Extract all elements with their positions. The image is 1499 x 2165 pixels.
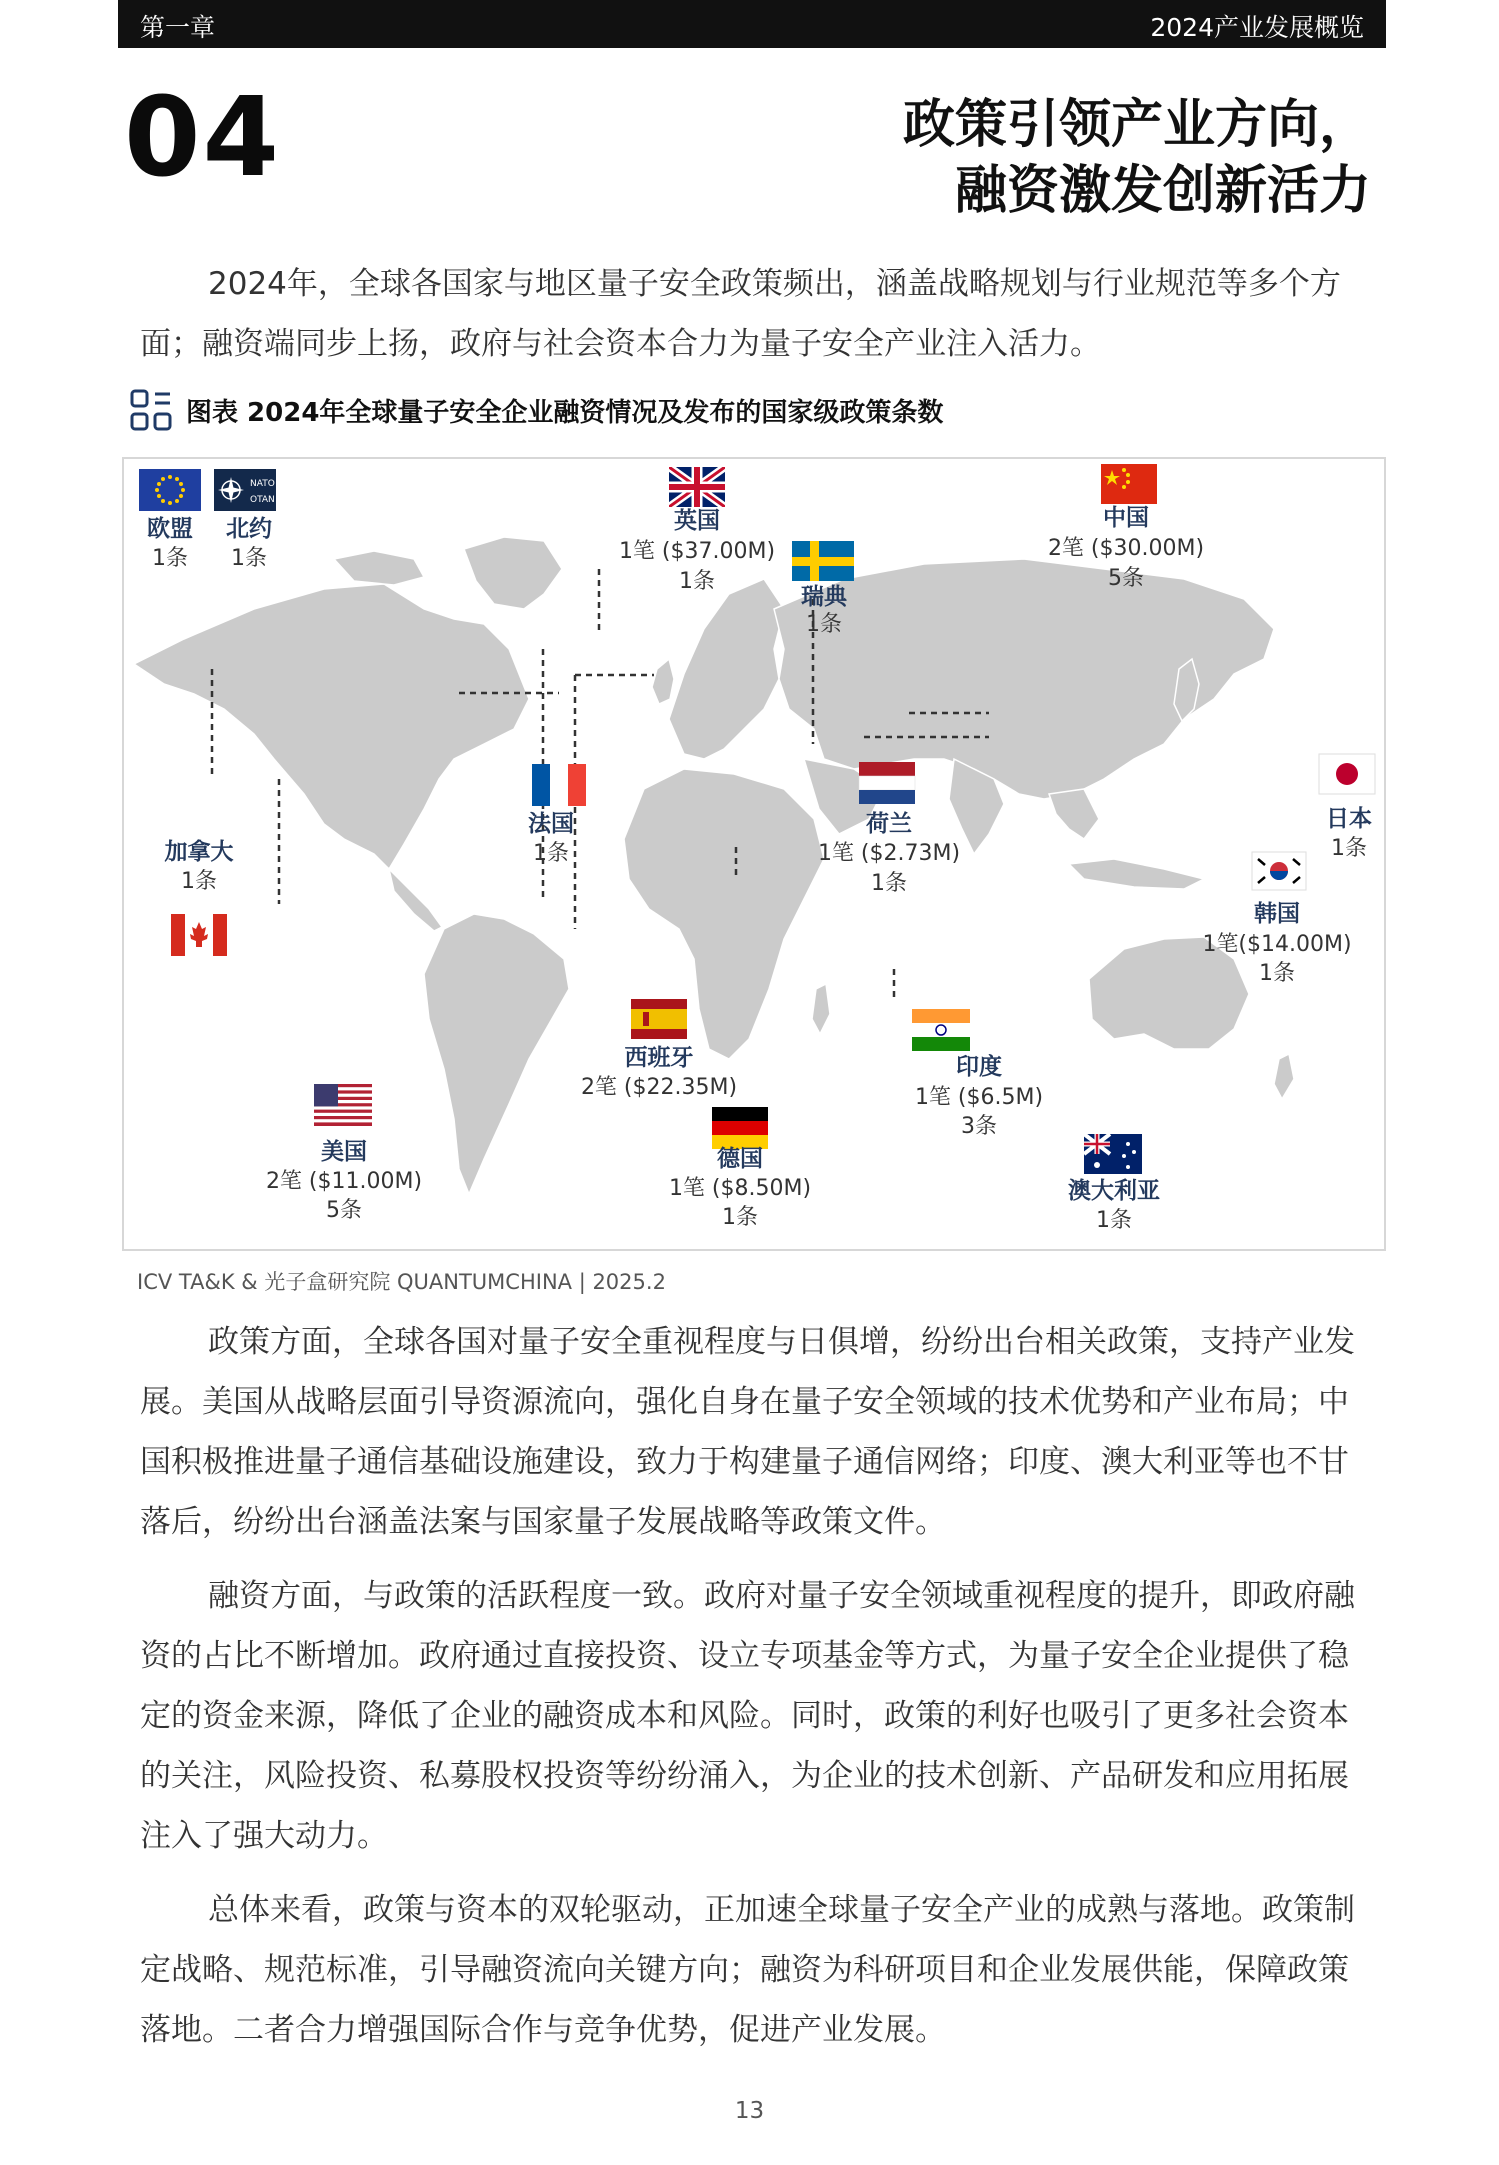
- country-name-germany: 德国: [717, 1146, 763, 1172]
- spain-flag: [631, 999, 687, 1039]
- country-name-france: 法国: [528, 811, 574, 837]
- funding-paragraph: 融资方面，与政策的活跃程度一致。政府对量子安全领域重视程度的提升，即政府融资的占比不断增加。政府通过直接投资、设立专项基金等方式，为量子安全企业提供了稳定的资金来源，降低了企业的融资成本和风险。同时，政策的利好也吸引了更多社会资本的关注，风险投资、私募股权投资等纷纷涌入，为企业的技术创新、产品研发和应用拓展注入了强大动力。: [140, 1578, 1355, 1854]
- country-name-korea: 韩国: [1254, 901, 1300, 927]
- country-label-india: [915, 1053, 1043, 1139]
- nato-flag-text-2: OTAN: [250, 495, 275, 505]
- eu-flag: [139, 469, 201, 511]
- japan-flag: [1319, 754, 1375, 794]
- country-name-nato: 北约: [226, 516, 272, 542]
- country-funding-usa: 2笔 ($11.00M): [265, 1169, 423, 1194]
- country-funding-germany: 1笔 ($8.50M): [668, 1176, 812, 1201]
- country-policy-usa: 5条: [326, 1198, 362, 1223]
- country-funding-china: 2笔 ($30.00M): [1047, 536, 1205, 561]
- country-policy-eu: 1条: [152, 546, 188, 571]
- section-number: 04: [124, 73, 282, 201]
- nato-flag-text-1: NATO: [250, 479, 275, 489]
- country-policy-france: 1条: [533, 841, 569, 866]
- country-funding-spain: 2笔 ($22.35M): [580, 1075, 738, 1100]
- country-name-spain: 西班牙: [624, 1045, 694, 1071]
- country-policy-germany: 1条: [722, 1205, 758, 1230]
- country-policy-netherlands: 1条: [871, 871, 907, 896]
- country-policy-korea: 1条: [1259, 961, 1295, 986]
- nato-flag: [214, 469, 276, 511]
- country-label-australia: [1068, 1177, 1160, 1233]
- asia-land: [774, 559, 1274, 799]
- country-name-sweden: 瑞典: [801, 584, 847, 610]
- country-label-eu: [147, 515, 193, 571]
- figure-source: ICV TA&K & 光子盒研究院 QUANTUMCHINA | 2025.2: [137, 1270, 666, 1294]
- netherlands-flag: [859, 762, 915, 804]
- germany-flag: [712, 1107, 768, 1149]
- country-funding-india: 1笔 ($6.5M): [914, 1085, 1044, 1110]
- policy-paragraph: 政策方面，全球各国对量子安全重视程度与日俱增，纷纷出台相关政策，支持产业发展。美国从战略层面引导资源流向，强化自身在量子安全领域的技术优势和产业布局；中国积极推进量子通信基础设施建设，致力于构建量子通信网络；印度、澳大利亚等也不甘落后，纷纷出台涵盖法案与国家量子发展战略等政策文件。: [140, 1324, 1355, 1540]
- china-flag: [1101, 464, 1157, 504]
- greenland-land: [464, 537, 562, 609]
- country-label-germany: [669, 1145, 811, 1230]
- country-label-spain: [581, 1045, 737, 1100]
- country-policy-nato: 1条: [231, 546, 267, 571]
- madagascar-land: [812, 984, 830, 1034]
- country-name-canada: 加拿大: [164, 839, 234, 865]
- country-policy-sweden: 1条: [806, 612, 842, 637]
- india-flag: [912, 1009, 970, 1051]
- summary-paragraph: 总体来看，政策与资本的双轮驱动，正加速全球量子安全产业的成熟与落地。政策制定战略、规范标准，引导融资流向关键方向；融资为科研项目和企业发展供能，保障政策落地。二者合力增强国际合作与竞争优势，促进产业发展。: [140, 1892, 1355, 2048]
- country-label-usa: [266, 1138, 422, 1223]
- country-policy-canada: 1条: [181, 869, 217, 894]
- north-america-land: [134, 584, 529, 869]
- country-funding-uk: 1笔 ($37.00M): [618, 539, 776, 564]
- arctic-islands-land: [334, 551, 424, 585]
- britain-land: [652, 659, 674, 704]
- world-map-svg: [124, 459, 1384, 1249]
- france-flag: [532, 764, 586, 806]
- south-america-land: [424, 914, 569, 1194]
- section-title-line2: 融资激发创新活力: [954, 161, 1371, 221]
- country-policy-uk: 1条: [679, 569, 715, 594]
- country-policy-china: 5条: [1108, 566, 1144, 591]
- chapter-label: 第一章: [140, 13, 216, 42]
- country-label-nato: [226, 515, 272, 571]
- header-bar: [118, 0, 1386, 48]
- country-label-france: [528, 811, 574, 866]
- uk-flag: [669, 467, 725, 507]
- country-name-netherlands: 荷兰: [866, 811, 912, 837]
- europe-land: [669, 579, 784, 759]
- indonesia-land: [1069, 859, 1204, 889]
- country-policy-india: 3条: [961, 1114, 997, 1139]
- country-name-usa: 美国: [321, 1139, 367, 1165]
- central-america-land: [389, 869, 442, 931]
- korea-flag: [1252, 852, 1306, 890]
- country-label-canada: [165, 838, 234, 894]
- document-title: 2024产业发展概览: [1150, 13, 1364, 42]
- southeast-asia-land: [1049, 789, 1099, 839]
- country-label-japan: [1326, 806, 1372, 861]
- section-title-line1: 政策引领产业方向，: [902, 95, 1371, 155]
- canada-flag: [171, 914, 227, 956]
- country-funding-korea: 1笔($14.00M): [1202, 932, 1352, 957]
- figure-title-text: 图表 2024年全球量子安全企业融资情况及发布的国家级政策条数: [186, 397, 944, 428]
- intro-paragraph: 2024年，全球各国家与地区量子安全政策频出，涵盖战略规划与行业规范等多个方面；融资端同步上扬，政府与社会资本合力为量子安全产业注入活力。: [140, 266, 1341, 362]
- country-label-uk: [619, 508, 775, 594]
- country-name-australia: 澳大利亚: [1068, 1178, 1160, 1204]
- sweden-flag: [792, 541, 854, 581]
- country-policy-australia: 1条: [1096, 1208, 1132, 1233]
- country-funding-netherlands: 1笔 ($2.73M): [817, 841, 961, 866]
- country-name-china: 中国: [1103, 505, 1149, 531]
- figure-title: [130, 388, 943, 432]
- country-name-uk: 英国: [674, 508, 720, 534]
- new-zealand-land: [1274, 1054, 1294, 1099]
- grid-icon: [130, 389, 172, 431]
- country-name-india: 印度: [956, 1054, 1002, 1080]
- australia-flag: [1084, 1134, 1142, 1174]
- country-name-japan: 日本: [1326, 806, 1372, 832]
- world-map-figure: [122, 457, 1386, 1251]
- section-title: [903, 92, 1371, 224]
- country-name-eu: 欧盟: [147, 516, 193, 542]
- usa-flag: [314, 1084, 372, 1126]
- page-number: 13: [734, 2098, 765, 2124]
- country-policy-japan: 1条: [1331, 836, 1367, 861]
